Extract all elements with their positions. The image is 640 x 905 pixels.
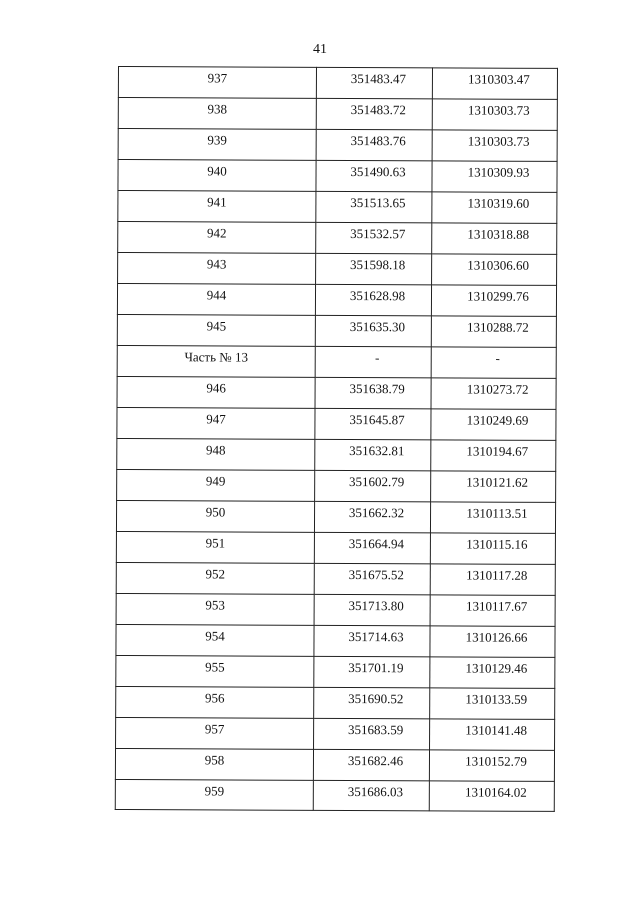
x-coordinate-cell bbox=[316, 191, 432, 223]
cell-text: 949 bbox=[205, 473, 226, 489]
cell-text: 957 bbox=[204, 721, 225, 737]
y-coordinate-cell bbox=[431, 316, 556, 348]
cell-text: 351682.46 bbox=[347, 753, 404, 769]
coordinates-table bbox=[115, 66, 558, 812]
cell-text: 946 bbox=[206, 380, 226, 396]
y-coordinate-cell bbox=[429, 781, 554, 812]
cell-text: 351513.65 bbox=[350, 195, 406, 211]
cell-text: 948 bbox=[206, 442, 226, 458]
cell-text: 941 bbox=[207, 194, 227, 210]
point-number-cell bbox=[117, 469, 315, 501]
cell-text: 952 bbox=[205, 566, 226, 582]
cell-text: 944 bbox=[206, 287, 227, 303]
x-coordinate-cell bbox=[316, 253, 432, 285]
cell-text: 955 bbox=[205, 659, 225, 675]
x-coordinate-cell bbox=[314, 718, 430, 750]
x-coordinate-cell bbox=[315, 346, 431, 378]
cell-text: 351686.03 bbox=[347, 783, 403, 799]
table-row bbox=[116, 500, 555, 533]
cell-text: 351532.57 bbox=[350, 226, 406, 242]
cell-text: 351483.76 bbox=[350, 133, 406, 149]
y-coordinate-cell bbox=[432, 99, 557, 131]
cell-text: 1310303.73 bbox=[467, 102, 530, 118]
x-coordinate-cell bbox=[315, 439, 431, 471]
cell-text: 1310133.59 bbox=[465, 691, 528, 707]
point-number-cell bbox=[118, 98, 316, 130]
x-coordinate-cell bbox=[314, 501, 430, 533]
cell-text: 351598.18 bbox=[349, 257, 406, 273]
cell-text: 959 bbox=[204, 782, 225, 798]
cell-text: 351690.52 bbox=[348, 691, 404, 707]
cell-text: 1310288.72 bbox=[466, 319, 529, 335]
cell-text: 1310115.16 bbox=[466, 536, 528, 552]
cell-text: 1310273.72 bbox=[466, 381, 529, 397]
table-row bbox=[115, 779, 554, 811]
cell-text: 956 bbox=[204, 690, 225, 706]
cell-text: 351675.52 bbox=[348, 567, 404, 583]
cell-text: 351713.80 bbox=[348, 598, 404, 614]
table-row bbox=[117, 438, 556, 471]
y-coordinate-cell bbox=[430, 502, 555, 534]
y-coordinate-cell bbox=[431, 471, 556, 503]
cell-text: 1310117.67 bbox=[465, 598, 528, 614]
x-coordinate-cell bbox=[314, 594, 430, 626]
cell-text: 1310303.73 bbox=[467, 133, 530, 149]
y-coordinate-cell bbox=[430, 564, 555, 596]
coordinates-table-body bbox=[115, 67, 557, 812]
page-number: 41 bbox=[313, 42, 327, 57]
cell-text: 939 bbox=[207, 132, 227, 148]
cell-text: 953 bbox=[205, 597, 225, 613]
table-row bbox=[118, 253, 557, 286]
cell-text: 958 bbox=[204, 752, 225, 768]
cell-text: 351662.32 bbox=[348, 505, 405, 521]
y-coordinate-cell bbox=[431, 347, 556, 379]
y-coordinate-cell bbox=[432, 161, 557, 193]
point-number-cell bbox=[118, 129, 316, 161]
x-coordinate-cell bbox=[315, 470, 431, 502]
point-number-cell bbox=[116, 500, 314, 532]
y-coordinate-cell bbox=[432, 254, 557, 286]
point-number-cell bbox=[115, 748, 313, 780]
table-row bbox=[118, 98, 557, 131]
cell-text: 1310299.76 bbox=[467, 288, 529, 304]
cell-text: 351628.98 bbox=[349, 288, 406, 304]
y-coordinate-cell bbox=[429, 750, 554, 782]
cell-text: 1310121.62 bbox=[466, 474, 529, 490]
x-coordinate-cell bbox=[315, 377, 431, 409]
y-coordinate-cell bbox=[430, 626, 555, 658]
y-coordinate-cell bbox=[432, 223, 557, 255]
y-coordinate-cell bbox=[432, 68, 557, 100]
y-coordinate-cell bbox=[430, 719, 555, 751]
point-number-cell bbox=[116, 686, 314, 718]
x-coordinate-cell bbox=[315, 284, 431, 316]
cell-text: 1310303.47 bbox=[468, 71, 530, 87]
cell-text: 951 bbox=[205, 535, 226, 551]
cell-text: 1310152.79 bbox=[465, 753, 527, 769]
x-coordinate-cell bbox=[314, 532, 430, 564]
cell-text: 351714.63 bbox=[348, 629, 404, 645]
table-row bbox=[116, 624, 555, 657]
cell-text: 947 bbox=[206, 411, 226, 427]
table-row bbox=[117, 284, 556, 317]
table-row bbox=[116, 531, 555, 564]
x-coordinate-cell bbox=[313, 780, 429, 811]
cell-text: 943 bbox=[206, 256, 227, 272]
table-row bbox=[118, 160, 557, 193]
point-number-cell bbox=[117, 438, 315, 470]
point-number-cell bbox=[118, 222, 316, 254]
cell-text: 1310306.60 bbox=[467, 257, 530, 273]
y-coordinate-cell bbox=[432, 130, 557, 162]
y-coordinate-cell bbox=[432, 192, 557, 224]
cell-text: 1310309.93 bbox=[467, 164, 530, 180]
x-coordinate-cell bbox=[316, 67, 432, 99]
x-coordinate-cell bbox=[314, 656, 430, 688]
point-number-cell bbox=[115, 779, 313, 810]
x-coordinate-cell bbox=[315, 315, 431, 347]
cell-text: 937 bbox=[207, 70, 228, 86]
x-coordinate-cell bbox=[314, 563, 430, 595]
point-number-cell bbox=[118, 160, 316, 192]
cell-text: 1310117.28 bbox=[466, 567, 528, 583]
point-number-cell bbox=[118, 191, 316, 223]
cell-text: 351701.19 bbox=[348, 660, 404, 676]
x-coordinate-cell bbox=[316, 222, 432, 254]
table-row bbox=[117, 314, 556, 347]
table-row bbox=[117, 407, 556, 440]
point-number-cell bbox=[116, 562, 314, 594]
x-coordinate-cell bbox=[316, 98, 432, 130]
y-coordinate-cell bbox=[430, 533, 555, 565]
point-number-cell bbox=[117, 407, 315, 439]
cell-text: 1310129.46 bbox=[465, 660, 528, 676]
cell-text: 1310249.69 bbox=[466, 412, 529, 428]
y-coordinate-cell bbox=[431, 409, 556, 441]
x-coordinate-cell bbox=[316, 129, 432, 161]
cell-text: 351632.81 bbox=[349, 443, 405, 459]
cell-text: 351683.59 bbox=[347, 722, 404, 738]
y-coordinate-cell bbox=[431, 440, 556, 472]
y-coordinate-cell bbox=[430, 595, 555, 627]
x-coordinate-cell bbox=[316, 160, 432, 192]
y-coordinate-cell bbox=[430, 688, 555, 720]
cell-text: 1310141.48 bbox=[465, 722, 528, 738]
point-number-cell bbox=[117, 376, 315, 408]
x-coordinate-cell bbox=[315, 408, 431, 440]
cell-text: 351638.79 bbox=[349, 381, 405, 397]
table-row bbox=[117, 469, 556, 502]
cell-text: 1310318.88 bbox=[467, 226, 530, 242]
cell-text: 945 bbox=[206, 318, 227, 334]
point-number-cell bbox=[118, 253, 316, 285]
cell-text: 954 bbox=[205, 628, 225, 644]
cell-text: 938 bbox=[207, 101, 228, 117]
cell-text: 1310194.67 bbox=[466, 443, 529, 459]
table-row bbox=[118, 67, 557, 100]
cell-text: 950 bbox=[205, 504, 226, 520]
cell-text: 940 bbox=[207, 163, 227, 179]
point-number-cell bbox=[116, 624, 314, 656]
point-number-cell bbox=[116, 717, 314, 749]
cell-text: - bbox=[495, 350, 500, 366]
point-number-cell bbox=[118, 67, 316, 99]
cell-text: 1310126.66 bbox=[465, 629, 528, 645]
table-row bbox=[115, 748, 554, 781]
point-number-cell bbox=[116, 655, 314, 687]
cell-text: 351483.72 bbox=[350, 102, 406, 118]
table-row bbox=[116, 655, 555, 688]
cell-text: - bbox=[375, 350, 380, 366]
x-coordinate-cell bbox=[314, 687, 430, 719]
cell-text: 1310164.02 bbox=[464, 784, 527, 800]
cell-text: 351635.30 bbox=[349, 319, 406, 335]
table-row bbox=[116, 562, 555, 595]
y-coordinate-cell bbox=[431, 378, 556, 410]
point-number-cell bbox=[117, 284, 315, 316]
cell-text: 1310113.51 bbox=[466, 505, 528, 521]
cell-text: 351490.63 bbox=[350, 164, 406, 180]
cell-text: Часть № 13 bbox=[184, 349, 249, 365]
cell-text: 351483.47 bbox=[350, 71, 407, 87]
point-number-cell bbox=[116, 593, 314, 625]
point-number-cell bbox=[117, 314, 315, 346]
cell-text: 351664.94 bbox=[348, 536, 405, 552]
table-row bbox=[118, 222, 557, 255]
x-coordinate-cell bbox=[314, 625, 430, 657]
table-row bbox=[116, 593, 555, 626]
y-coordinate-cell bbox=[430, 657, 555, 689]
table-row bbox=[116, 686, 555, 719]
cell-text: 351602.79 bbox=[349, 474, 405, 490]
table-row bbox=[118, 191, 557, 224]
point-number-cell bbox=[117, 345, 315, 377]
cell-text: 942 bbox=[206, 225, 227, 241]
cell-text: 351645.87 bbox=[349, 412, 405, 428]
cell-text: 1310319.60 bbox=[467, 195, 530, 211]
table-row bbox=[117, 376, 556, 409]
table-row bbox=[116, 717, 555, 750]
x-coordinate-cell bbox=[313, 749, 429, 781]
table-row bbox=[117, 345, 556, 378]
table-row bbox=[118, 129, 557, 162]
y-coordinate-cell bbox=[431, 285, 556, 317]
point-number-cell bbox=[116, 531, 314, 563]
